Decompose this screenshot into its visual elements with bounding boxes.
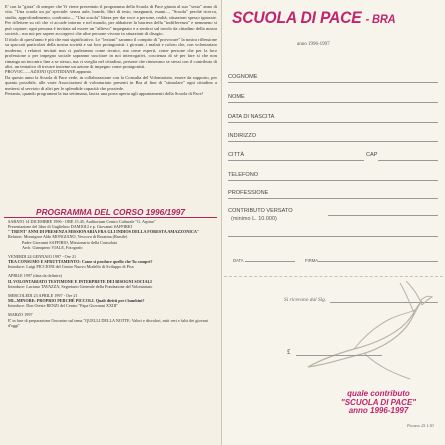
telefono-label: TELEFONO [228,172,259,178]
event-list [8,219,217,332]
intro-paragraph: Il titolo di quest'anno è più che mai significativo. Le "lezioni" saranno il compito di "provocare" la nostra riflessione su spaccati particolari della nostra società e sui loro protagonisti: i giovani, i malati e coloro che, con volontariato moderno, i relatori invitati non ci parleranno come tecnici, ma come esperti, come persone che per la loro professione o per impegno sociale sapranno suscitare in noi interrogativi, coscienza di sé per fare si che non rimanga un incontro fine a se stesso, ma ci sveglia nel cittadino, persone che rinnovano se stessi con il contributo di altri, un tentativo di trovare insieme un azione di impegno come protagonisti. [5,36,217,69]
telefono-field[interactable] [228,180,438,181]
intro-paragraph: Pertanto, quando programmi la tua settimana, lascia una porta aperta agli appuntamenti della Scuola di Pace! [5,91,204,97]
currency-symbol: £ [287,348,291,356]
event-line: Presentazione del libro di Guglielmo DAMIOLI e p. Giovanni SAFFIRIO [8,224,133,230]
event-date: MERCOLEDI 23 APRILE 1997 - Ore 21 [8,292,78,298]
program-panel [0,0,221,445]
dove-icon [296,275,436,395]
event-date: MARZO 1997 [8,312,33,318]
receipt-caption [316,390,441,416]
event-line: Introduce: Don Oreste BENZI del Centro "Papa Giovanni XXIII" [8,303,118,309]
logo-text: SCUOLA DI PACE [232,8,362,27]
intro-paragraph: PROVOC......AZIONI QUOTIDIANE appunto. [5,69,93,75]
professione-field[interactable] [228,198,438,199]
event-title: MI...MINORE: PROPRIO PERCHÉ PICCOLI. Quali diritti per i bambini? [8,298,145,304]
cap-label: CAP [366,152,378,158]
logo-suffix: - BRA [365,12,396,26]
event-item [8,219,217,250]
event-line: Introduce: Luciano TAVAZZA, Segretario Generale della Fondazione del Volontariato [8,283,153,289]
data-nascita-field[interactable] [228,122,438,123]
program-title: PROGRAMMA DEL CORSO 1996/1997 [4,208,217,218]
event-title: IL VOLONTARIATO TESTIMONE E INTERPRETE DEI BISOGNI SOCIALI [8,278,152,284]
caption-line: quale contributo [347,389,410,398]
caption-line: anno 1996-1997 [348,406,409,416]
extra-line[interactable] [228,236,438,237]
event-line: E' in fase di preparazione l'incontro sul tema "QUELLI DELLA NOTTE: Valori e disvalori, miti veri e falsi dei giovani d'oggi" [8,317,208,328]
receipt-title: Si ricevono dal Sig. [284,297,327,303]
citta-label: CITTÀ [228,152,245,158]
event-title: TRA CONSUMO E SFRUTTAMENTO: Come si produce quello che Tu compri? [8,259,153,265]
contributo-label: CONTRIBUTO VERSATO [228,208,293,214]
caption-line: "SCUOLA DI PACE" [340,397,417,407]
school-logo [232,8,395,28]
event-item [8,312,217,327]
indirizzo-label: INDIRIZZO [228,133,256,139]
minimo-note: (minimo L. 10.000) [231,216,277,222]
nome-field[interactable] [228,102,438,103]
event-line: Relatori: Monsignor Aldo MONGIANO, Vescovo di Roraima (Brasile) [8,234,128,240]
event-line: Arch. Giampiero VIALE, Fotografo [22,244,83,250]
intro-paragraph: E' con la "gioia" di sempre che Vi viene presentato il programma della Scuola di Pace giunta al suo "sesto" anno di vita. "Una scuola un po' speciale: senza aule, banchi, libri di testo, insegnanti, esami..., "Scuola" perché ricerca, studio, approfondimento, confronto..., "Una scuola" libera per dar voce a persone, realtà, situazioni spesso ignorate. Per riflettere su ciò che ci accade intorno e nel mondo, per abbattere la barriera della "indifferenza" e nemmeno si può copiare; ogni persona è invitata ad essere un "allievo" impegnato e a sentirsi sul tavolo da cittadino della nostra società... ma noi per sapere accorgerci che altre persone vivono in situazioni di disagio. [5,4,217,37]
data-label: DATA [233,258,244,263]
firma-label: FIRMA [305,258,319,263]
amount-field[interactable] [296,355,382,356]
amount-label [287,348,291,356]
firma-field[interactable] [318,261,438,262]
cap-field[interactable] [378,160,438,161]
event-title: " TRENT' ANNI DI PRESENZA MISSIONARIA FRA GLI INDIOS DELLA FORESTA AMAZZONICA" [8,229,200,235]
event-item [8,273,217,288]
event-date: SABATO 14 DICEMBRE 1996 - ORE 15.45, Auditorium Centro Culturale "G. Arpino" [8,219,156,224]
citta-field[interactable] [228,160,364,161]
data-field[interactable] [245,261,295,262]
professione-label: PROFESSIONE [228,190,269,196]
event-line: Padre Giovanni SAFFIRIO, Missionario della Consolata [22,239,117,245]
nome-label: NOME [228,94,245,100]
artist-signature: Picasso 25.1.50 [407,423,434,428]
intro-text [5,4,217,97]
event-item [8,293,217,308]
event-date: VENERDI 24 GENNAIO 1997 - Ore 21 [8,253,77,259]
event-date: APRILE 1997 (data da definire) [8,273,62,279]
event-item [8,254,217,269]
cognome-field[interactable] [228,82,438,83]
contributo-field[interactable] [328,215,438,216]
data-nascita-label: DATA DI NASCITA [228,114,275,120]
indirizzo-field[interactable] [228,141,438,142]
event-line: Introduce: Luigi PICCIONI del Centro Nuovo Modello di Sviluppo di Pisa [8,264,134,270]
year-label: anno 1996-1997 [297,42,330,47]
cognome-label: COGNOME [228,74,258,80]
intro-paragraph: Da questo anno la Scuola di Pace vede, in collaborazione con la Consulta del Volontariato, essere da supporto, per quanto possibile, alle varie Associazioni di volontariato presenti in Bra al fine di "stimolare" ogni cittadino a mettersi al servizio di altri per le splendide capacità che possiede. [5,74,217,91]
